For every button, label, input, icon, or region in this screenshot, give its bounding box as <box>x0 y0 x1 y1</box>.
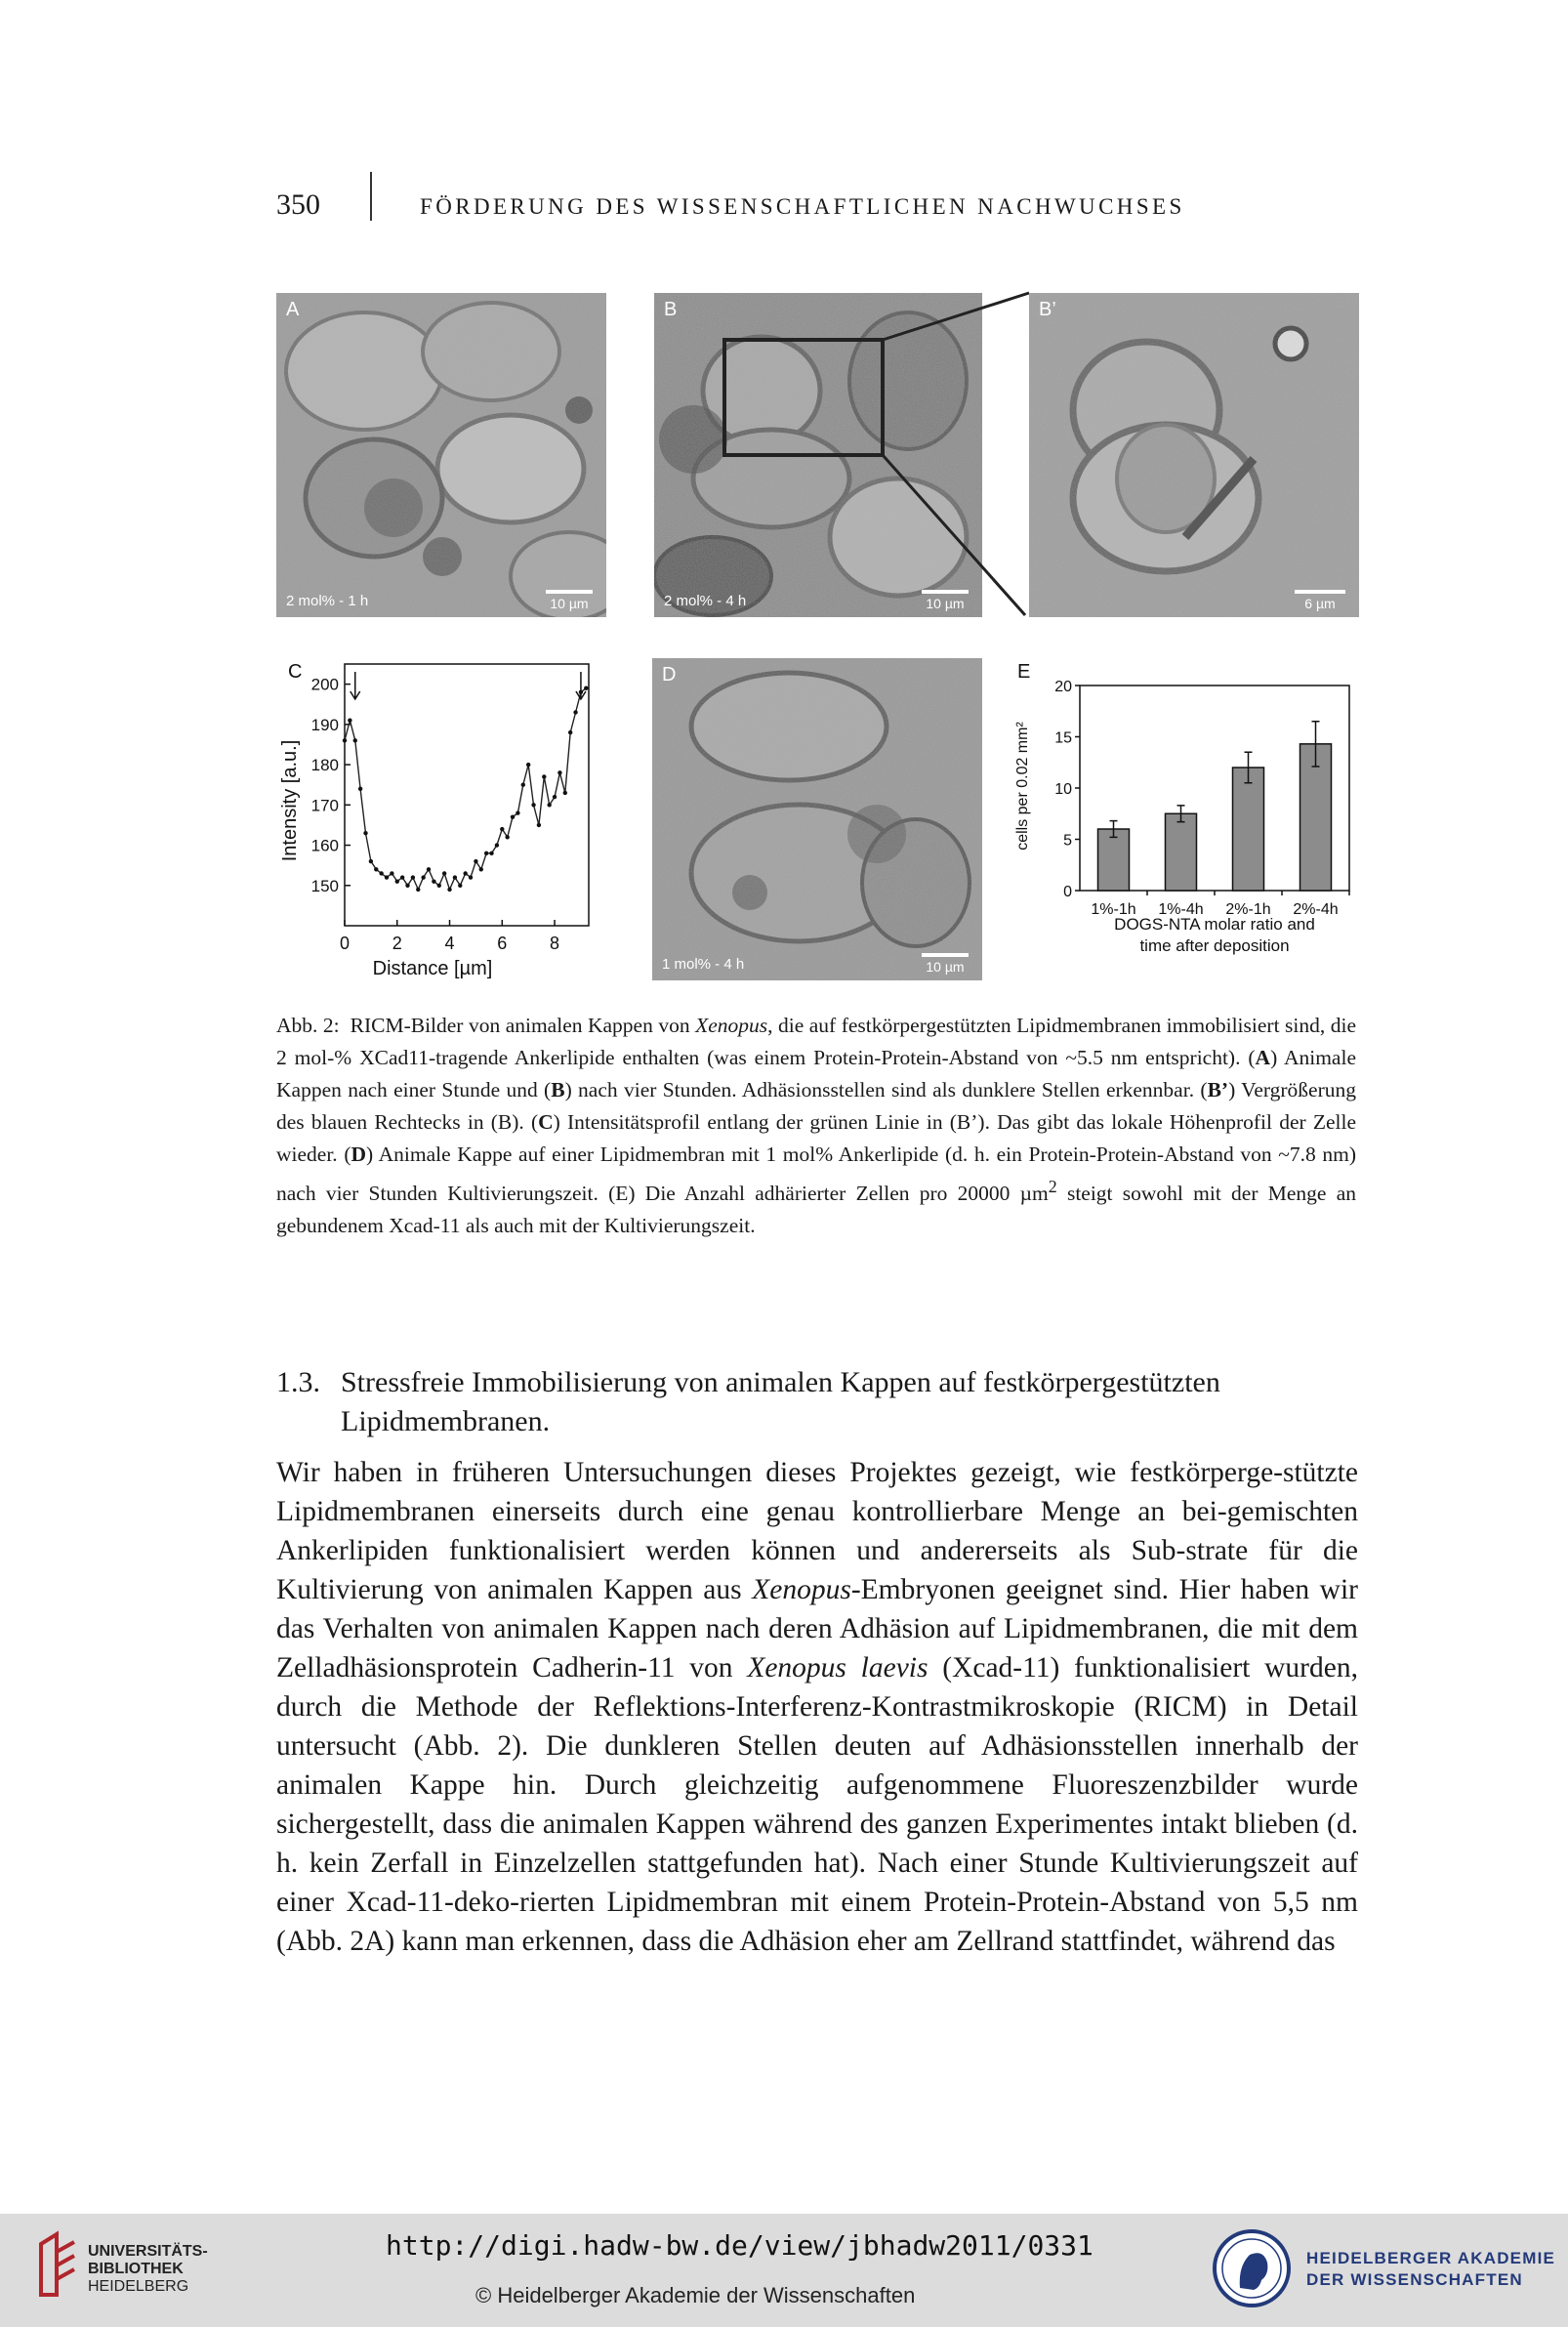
intensity-point <box>416 888 420 892</box>
caption-ref-c: C <box>538 1110 554 1134</box>
intensity-point <box>353 738 357 742</box>
ub-heidelberg-logo-icon <box>35 2230 82 2299</box>
panel-e-letter: E <box>1017 661 1031 683</box>
intensity-point <box>584 686 588 690</box>
caption-text: RICM-Bilder von animalen Kappen von <box>350 1014 696 1037</box>
hadw-line1: HEIDELBERGER AKADEMIE <box>1306 2249 1556 2267</box>
intensity-point <box>385 875 389 879</box>
chart-e-category-label: 2%-4h <box>1293 901 1339 918</box>
chart-c-ytick-label: 170 <box>310 796 339 815</box>
caption-ref-d: D <box>351 1143 367 1166</box>
chart-c-ytick-label: 150 <box>310 876 339 895</box>
body-species-full: Xenopus laevis <box>747 1652 928 1683</box>
caption-text: steigt sowohl mit der Menge an gebundenem Xcad-11 als auch mit der Kultivierungszeit. <box>276 1182 1356 1238</box>
chart-e-ytick-label: 15 <box>1054 729 1072 747</box>
chart-e-xlabel-line1: DOGS-NTA molar ratio and <box>1114 915 1315 934</box>
panel-b-scale-label: 10 µm <box>926 596 965 611</box>
intensity-point <box>453 875 457 879</box>
intensity-point <box>474 859 477 863</box>
micrograph-a-image <box>276 293 606 617</box>
intensity-point <box>421 875 425 879</box>
intensity-point <box>432 879 435 883</box>
hadw-wordmark <box>1306 2248 1555 2291</box>
micrograph-b-prime-image <box>1029 293 1359 617</box>
bar <box>1098 829 1130 891</box>
chart-e-xlabel-line2: time after deposition <box>1139 936 1290 955</box>
panel-d-scale-bar <box>922 953 969 975</box>
section-title-line2: Lipidmembranen. <box>341 1405 551 1437</box>
chart-c-xtick-label: 8 <box>550 934 560 953</box>
intensity-point <box>369 859 373 863</box>
intensity-point <box>458 884 462 888</box>
chart-c-xlabel: Distance [µm] <box>372 958 493 979</box>
panel-d-letter: D <box>662 664 677 686</box>
caption-text: ) Animale Kappen nach einer Stunde und ( <box>276 1046 1356 1101</box>
intensity-point <box>495 843 499 847</box>
cell-count-bar-chart <box>1011 654 1373 967</box>
intensity-point <box>531 803 535 807</box>
micrograph-panel-d <box>652 658 982 980</box>
figure-caption <box>276 1010 1356 1242</box>
intensity-point <box>379 871 383 875</box>
zoom-connector-lines <box>879 289 1035 621</box>
body-text-run: -Embryonen geeignet sind. Hier haben wir das Verhalten von animalen Kappen nach deren Adhäsion auf Lipidmembranen, die mit dem Zelladhäsionsprotein Cadherin-11 von <box>276 1574 1358 1683</box>
panel-b-prime-letter: B’ <box>1039 299 1056 320</box>
chart-e-ytick-label: 0 <box>1063 884 1072 900</box>
chart-c-ylabel: Intensity [a.u.] <box>279 739 301 862</box>
header-divider <box>370 172 372 221</box>
intensity-point <box>505 835 509 839</box>
bar <box>1233 768 1264 891</box>
body-species: Xenopus <box>752 1574 851 1605</box>
intensity-point <box>484 852 488 855</box>
intensity-point <box>542 774 546 778</box>
intensity-profile-chart <box>276 654 608 986</box>
intensity-point <box>573 710 577 714</box>
intensity-point <box>553 795 557 799</box>
caption-text: ) nach vier Stunden. Adhäsionsstellen sind als dunklere Stellen erkennbar. ( <box>564 1078 1208 1101</box>
intensity-point <box>563 791 567 795</box>
intensity-point <box>521 782 525 786</box>
chart-c-frame <box>345 664 589 926</box>
chart-e-category-label: 1%-1h <box>1091 901 1136 918</box>
panel-b-condition: 2 mol% - 4 h <box>664 593 747 609</box>
chart-c-ytick-label: 200 <box>310 675 339 694</box>
hadw-line2: DER WISSENSCHAFTEN <box>1306 2270 1523 2289</box>
caption-label: Abb. 2: <box>276 1014 340 1037</box>
intensity-point <box>358 787 362 791</box>
caption-text: , die auf festkörpergestützten Lipidmembranen immobilisiert sind, die 2 mol-% XCad11-tragende Ankerlipide enthalten (was einem Protein-Protein-Abstand von ~5.5 nm entspricht). ( <box>276 1014 1357 1069</box>
intensity-point <box>405 884 409 888</box>
chart-e-ytick-label: 10 <box>1054 781 1072 798</box>
panel-d-scale-label: 10 µm <box>926 959 965 975</box>
panel-b-prime-scale-label: 6 µm <box>1304 596 1336 611</box>
intensity-line <box>345 688 586 890</box>
intensity-point <box>516 810 519 814</box>
running-title: FÖRDERUNG DES WISSENSCHAFTLICHEN NACHWUCHSES <box>420 194 1185 219</box>
section-number: 1.3. <box>276 1366 320 1398</box>
ub-line2: BIBLIOTHEK <box>88 2261 184 2277</box>
caption-ref-b: B <box>551 1078 565 1101</box>
panel-a-condition: 2 mol% - 1 h <box>286 593 369 609</box>
panel-c-letter: C <box>288 661 303 683</box>
ub-line1: UNIVERSITÄTS- <box>88 2243 208 2260</box>
ub-line3: HEIDELBERG <box>88 2278 189 2295</box>
intensity-point <box>348 719 351 723</box>
micrograph-panel-b-prime <box>1029 293 1359 617</box>
intensity-point <box>390 871 393 875</box>
intensity-point <box>568 730 572 734</box>
section-heading <box>276 1363 1360 1441</box>
page-number: 350 <box>276 188 320 221</box>
intensity-point <box>427 867 431 871</box>
intensity-point <box>557 770 561 774</box>
chart-c-xtick-label: 6 <box>497 934 508 953</box>
intensity-point <box>374 867 378 871</box>
intensity-point <box>469 875 473 879</box>
chart-c-xtick-label: 2 <box>392 934 402 953</box>
panel-a-letter: A <box>286 299 300 320</box>
intensity-point <box>437 884 441 888</box>
panel-a-scale-label: 10 µm <box>550 596 589 611</box>
caption-text: ) Intensitätsprofil entlang der grünen Linie in (B’). Das gibt das lokale Höhenprofil der Zelle wieder. ( <box>276 1110 1356 1166</box>
micrograph-panel-a <box>276 293 606 617</box>
chart-c-ytick-label: 180 <box>310 756 339 775</box>
chart-e-ytick-label: 20 <box>1054 679 1072 695</box>
hadw-seal-icon <box>1211 2227 1293 2309</box>
intensity-point <box>479 867 483 871</box>
panel-b-letter: B <box>664 299 678 320</box>
caption-ref-b-prime: B’ <box>1207 1078 1229 1101</box>
caption-species: Xenopus <box>695 1014 768 1037</box>
intensity-point <box>511 814 515 818</box>
caption-superscript: 2 <box>1048 1177 1057 1196</box>
intensity-point <box>343 738 347 742</box>
chart-c-xtick-label: 4 <box>444 934 455 953</box>
chart-e-category-label: 2%-1h <box>1225 901 1271 918</box>
section-title-line1: Stressfreie Immobilisierung von animalen Kappen auf festkörpergestützten <box>341 1366 1220 1398</box>
bar <box>1166 813 1197 891</box>
chart-e-ylabel: cells per 0.02 mm² <box>1014 722 1031 851</box>
body-paragraph <box>276 1453 1358 1961</box>
chart-e-ytick-label: 5 <box>1063 832 1072 850</box>
intensity-point <box>363 831 367 835</box>
intensity-point <box>395 879 399 883</box>
panel-d-condition: 1 mol% - 4 h <box>662 956 745 973</box>
intensity-point <box>489 852 493 855</box>
body-text-run: (Xcad-11) funktionalisiert wurden, durch die Methode der Reflektions-Interferenz-Kontrastmikroskopie (RICM) in Detail untersucht (Abb. 2). Die dunkleren Stellen deuten auf Adhäsionsstellen innerhalb der animalen Kappe hin. Durch gleichzeitig aufgenommene Fluoreszenzbilder wurde sichergestellt, dass die animalen Kappen während des ganzen Experimentes intakt blieben (d. h. kein Zerfall in Einzelzellen stattgefunden hat). Nach einer Stunde Kultivierungszeit auf einer Xcad-11-deko-rierten Lipidmembran mit einem Protein-Protein-Abstand von 5,5 nm (Abb. 2A) kann man erkennen, dass die Adhäsion eher am Zellrand stattfindet, während das <box>276 1652 1358 1957</box>
copyright-notice: © Heidelberger Akademie der Wissenschaften <box>475 2283 916 2307</box>
caption-text: ) Vergrößerung des blauen Rechtecks in (B). ( <box>276 1078 1357 1134</box>
intensity-point <box>447 888 451 892</box>
intensity-point <box>500 827 504 831</box>
intensity-point <box>537 823 541 827</box>
intensity-point <box>400 875 404 879</box>
chart-c-ytick-label: 160 <box>310 836 339 855</box>
chart-c-xtick-label: 0 <box>339 934 351 953</box>
chart-e-category-label: 1%-4h <box>1158 901 1204 918</box>
intensity-point <box>463 871 467 875</box>
body-text-run: Wir haben in früheren Untersuchungen dieses Projektes gezeigt, wie festkörperge-stützte Lipidmembranen einerseits durch eine genau kontrollierbare Menge an bei-gemischten Ankerlipiden funktionalisiert werden können und andererseits als Sub-strate für die Kultivierung von animalen Kappen aus <box>276 1457 1358 1605</box>
chart-c-ytick-label: 190 <box>310 715 339 734</box>
panel-b-prime-scale-bar <box>1295 590 1345 611</box>
intensity-point <box>547 803 551 807</box>
intensity-point <box>526 763 530 767</box>
permalink[interactable]: http://digi.hadw-bw.de/view/jbhadw2011/0331 <box>386 2229 1093 2262</box>
caption-ref-a: A <box>1255 1046 1271 1069</box>
intensity-point <box>411 875 415 879</box>
ub-heidelberg-wordmark <box>88 2243 208 2296</box>
panel-a-scale-bar <box>546 590 593 611</box>
intensity-point <box>442 871 446 875</box>
micrograph-d-image <box>652 658 982 980</box>
caption-text: ) Animale Kappe auf einer Lipidmembran mit 1 mol% Ankerlipide (d. h. ein Protein-Protein-Abstand von ~7.8 nm) nach vier Stunden Kultivierungszeit. (E) Die Anzahl adhärierter Zellen pro 20000 µm <box>276 1143 1356 1206</box>
